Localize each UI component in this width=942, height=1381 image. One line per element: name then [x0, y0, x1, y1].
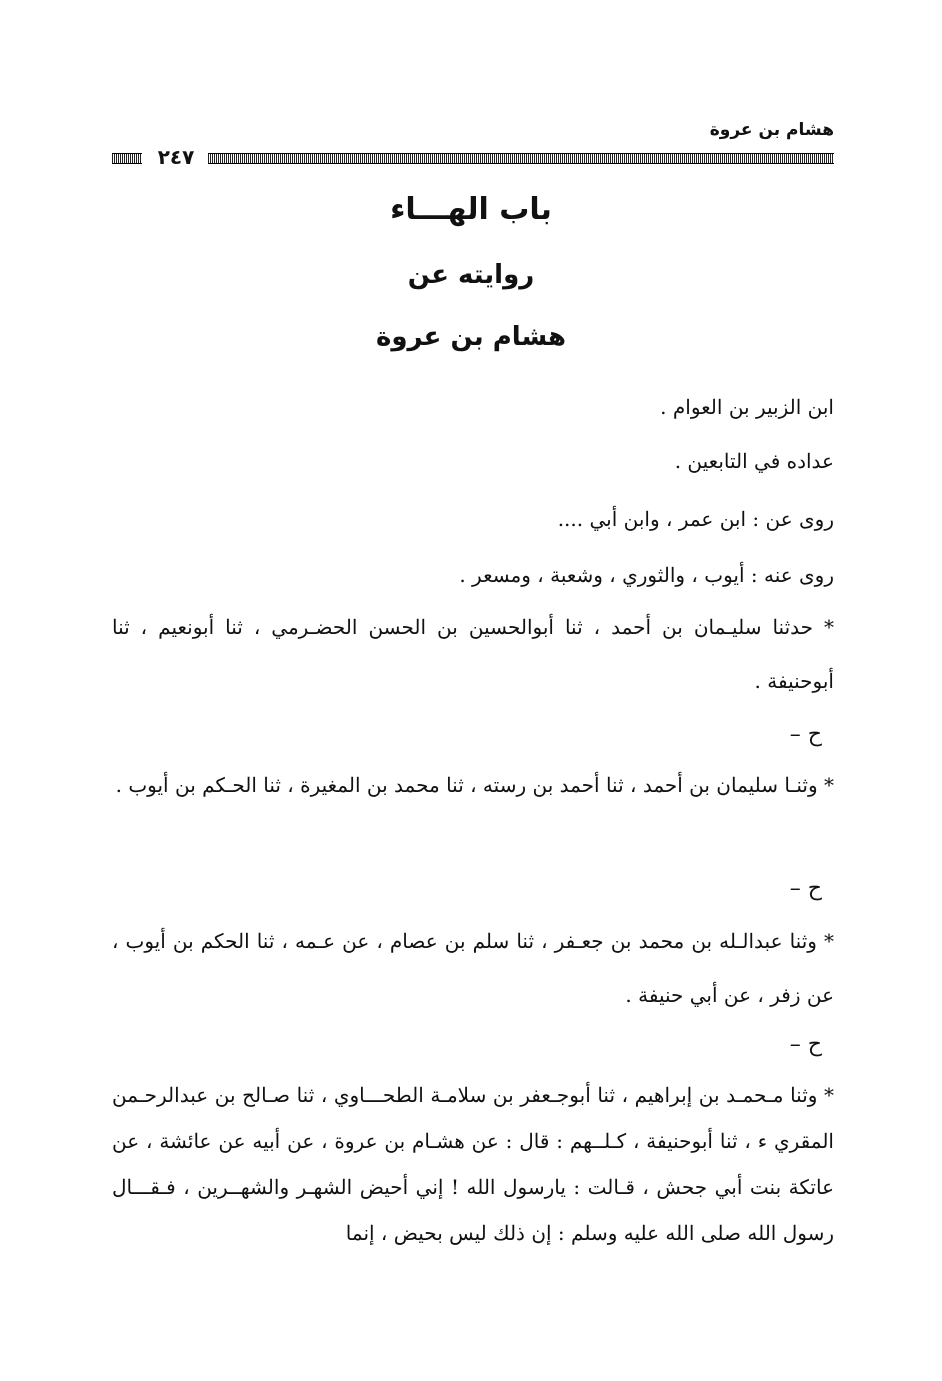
- bio-line: عداده في التابعين .: [674, 449, 834, 473]
- bio-line: روى عن : ابن عمر ، وابن أبي ....: [557, 507, 834, 531]
- page-number: ٢٤٧: [157, 145, 195, 169]
- separator-ha: ح –: [789, 722, 822, 747]
- section-title: روايته عن: [407, 260, 535, 290]
- subject-name: هشام بن عروة: [375, 322, 566, 352]
- header-rule: [112, 146, 834, 170]
- separator-ha: ح –: [789, 1032, 822, 1057]
- isnad-paragraph: * وثنا عبدالـله بن محمد بن جعـفر ، ثنا سلم بن عصام ، عن عـمه ، ثنا الحكم بن أيوب ، عن زفر ، عن أبي حنيفة .: [112, 929, 834, 1007]
- running-title: هشام بن عروة: [709, 120, 834, 140]
- separator-ha: ح –: [789, 876, 822, 901]
- isnad-paragraph: * حدثنا سليـمان بن أحمد ، ثنا أبوالحسين بن الحسن الحضـرمي ، ثنا أبونعيم ، ثنا أبوحنيفة .: [112, 615, 834, 693]
- header-rule-left: [112, 153, 142, 164]
- hadith-paragraph: * وثنا مـحمـد بن إبراهيم ، ثنا أبوجـعفر بن سلامـة الطحـــاوي ، ثنا صـالح بن عبدالرحـمن المقري ء ، ثنا أبوحنيفة ، كـلــهم : قال : عن هشـام بن عروة ، عن أبيه عن عائشة ، عن عاتكة بنت أبي جحش ، قـالت : يارسول الله ! إني أحيض الشهـر والشهــرين ، فـقـــال رسول الله صلى الله عليه وسلم : إن ذلك ليس بحيض ، إنما: [112, 1083, 834, 1245]
- bio-line: ابن الزبير بن العوام .: [660, 395, 834, 419]
- header-rule-right: [208, 153, 834, 164]
- isnad-paragraph: * وثنـا سليمان بن أحمد ، ثنا أحمد بن رسته ، ثنا محمد بن المغيرة ، ثنا الحـكم بن أيوب .: [115, 773, 834, 797]
- bio-line: روى عنه : أيوب ، والثوري ، وشعبة ، ومسعر .: [459, 563, 834, 587]
- chapter-title: باب الهـــاء: [390, 192, 552, 227]
